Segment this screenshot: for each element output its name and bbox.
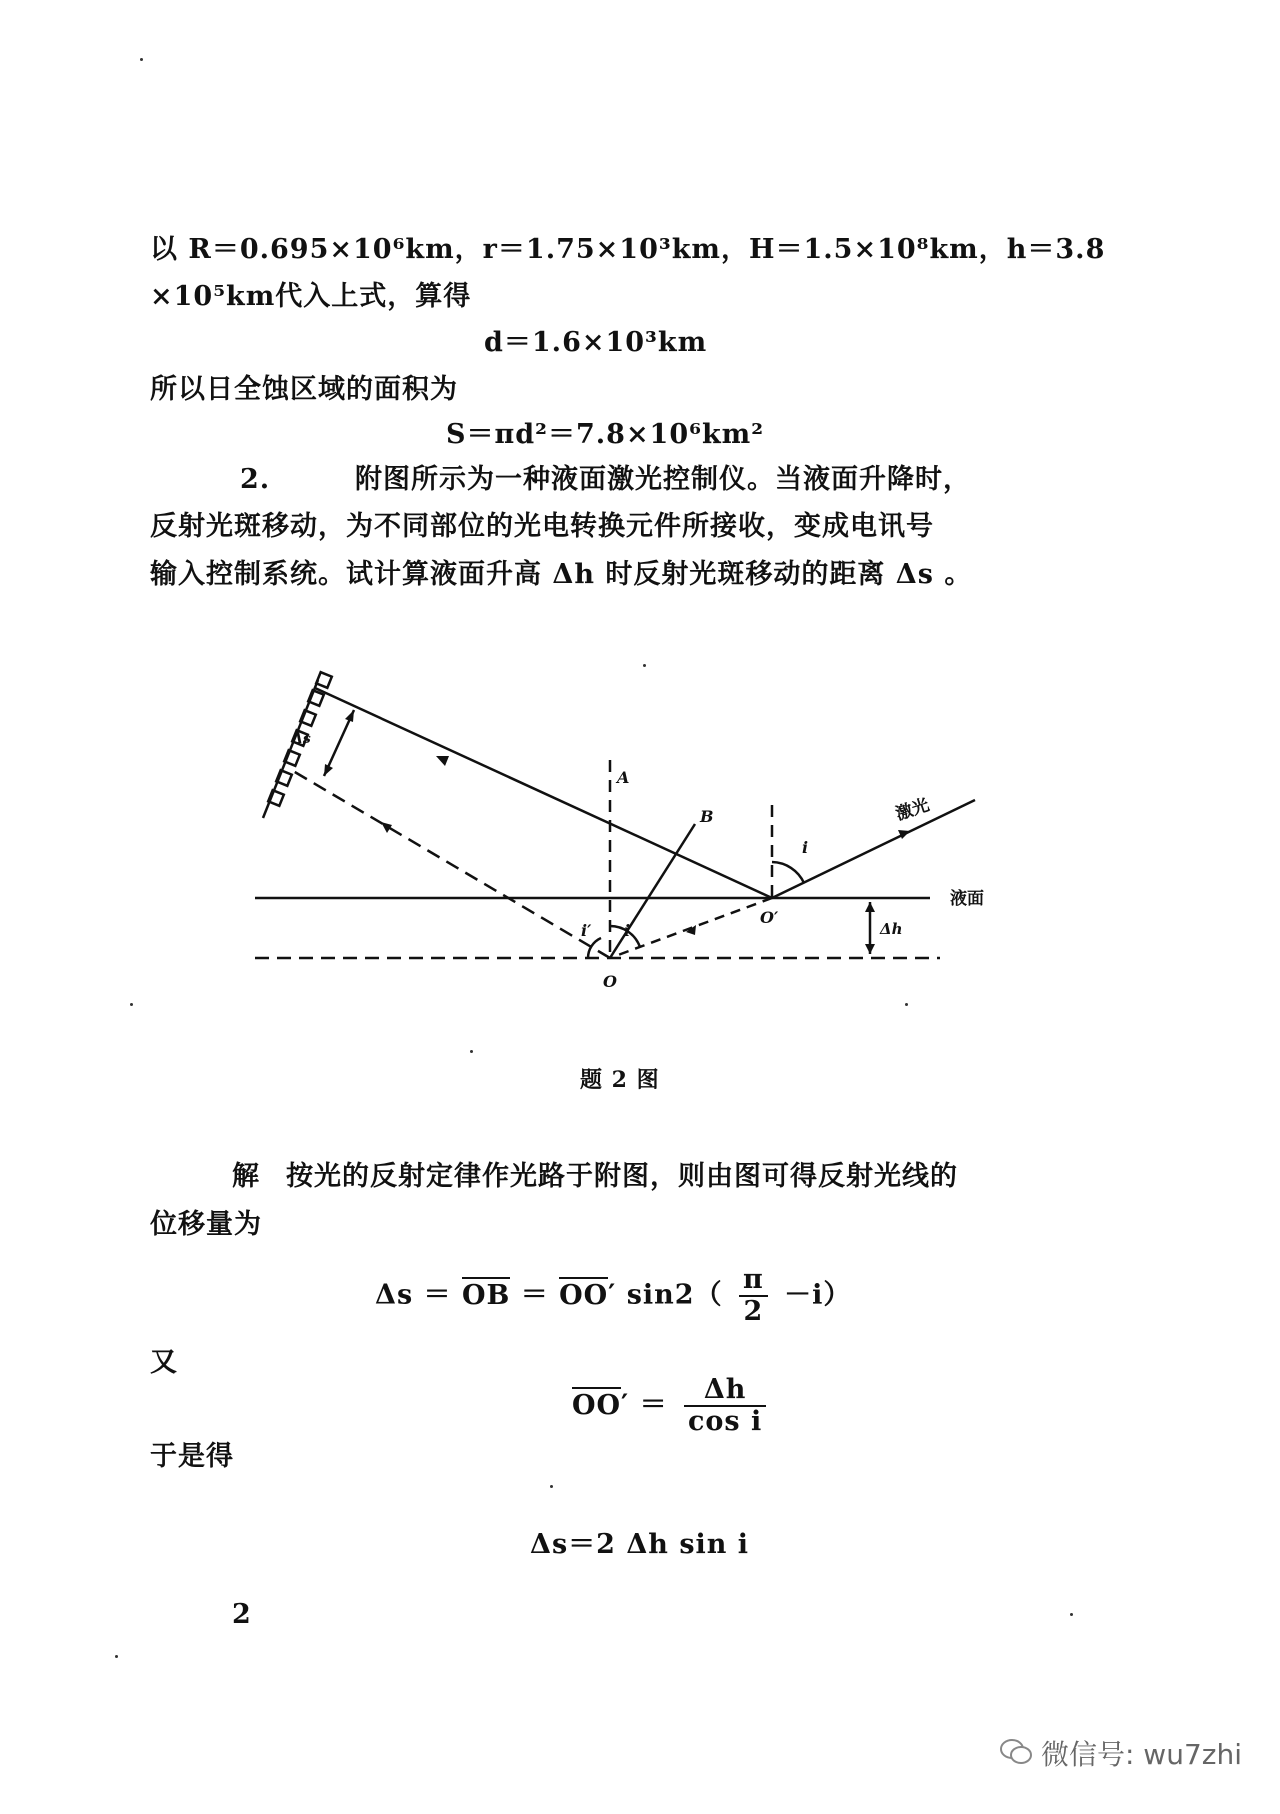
thus-word: 于是得 [150,1441,234,1472]
equation-d: d＝1.6×10³km [484,327,708,358]
arrow-reflected-original [381,822,392,833]
scan-speck [115,1655,118,1658]
label-liquid-surface: 液面 [950,889,984,909]
eq2-numerator: Δh [684,1375,766,1407]
eq1-equals: ＝ [520,1279,549,1311]
laser-level-diagram [230,640,1050,1010]
watermark-text: 微信号: wu7zhi [1040,1737,1242,1771]
eq2-segment-OO: OO [572,1387,621,1421]
eq2-equals: ′ ＝ [621,1389,668,1421]
scan-speck [470,1050,473,1053]
scan-speck [550,1485,553,1488]
reflected-ray-original [288,768,610,958]
label-O-prime: O′ [760,908,779,927]
equation-OO-prime [572,1375,772,1437]
label-A: A [617,768,630,787]
scan-speck [140,58,143,61]
arrow-delta-s-top [345,710,354,722]
problem2-line-1: 附图所示为一种液面激光控制仪。当液面升降时， [355,464,971,495]
angle-arc-left-at-O [588,938,601,958]
equation-area: S＝πd²＝7.8×10⁶km² [446,419,765,450]
label-angle-i: i [802,838,809,857]
also-word: 又 [150,1347,178,1378]
solution-label: 解 [232,1161,260,1192]
arrow-reflected-raised [436,756,449,766]
problem1-line-2: ×10⁵km代入上式，算得 [150,281,472,312]
arrow-delta-h-top [865,902,875,912]
equation-delta-s-geometry [375,1265,851,1327]
solution-line-2: 位移量为 [150,1209,262,1240]
eq1-segment-OO: OO [559,1277,608,1311]
eq2-fraction [684,1375,766,1437]
watermark [999,1733,1242,1775]
label-B: B [700,807,714,826]
page-number: 2 [232,1599,252,1630]
eq1-lhs: Δs ＝ [375,1279,452,1311]
problem-2-number: 2. [240,464,271,495]
scan-speck [643,664,646,667]
problem1-line-1: 以 R＝0.695×10⁶km，r＝1.75×10³km，H＝1.5×10⁸km，h＝3.8 [150,234,1106,265]
problem2-line-2: 反射光斑移动，为不同部位的光电转换元件所接收，变成电讯号 [150,511,934,542]
equation-result: Δs＝2 Δh sin i [530,1529,750,1560]
scan-speck [130,1003,133,1006]
arrow-delta-h-bottom [865,944,875,954]
eq1-segment-OB: OB [462,1277,510,1311]
label-delta-h: Δh [880,920,903,938]
eq1-tail: －i） [784,1279,852,1311]
solution-line-1: 按光的反射定律作光路于附图，则由图可得反射光线的 [286,1161,958,1192]
eq1-denominator: 2 [743,1296,764,1327]
eq1-sin-part: ′ sin2（ [608,1279,723,1311]
eq1-fraction [739,1265,768,1327]
incident-ray-extension [610,898,772,958]
figure-caption: 题 2 图 [580,1067,660,1093]
label-O: O [603,972,617,991]
scan-speck [1070,1613,1073,1616]
eq2-denominator: cos i [687,1406,763,1437]
problem2-line-3: 输入控制系统。试计算液面升高 Δh 时反射光斑移动的距离 Δs 。 [150,559,973,590]
scan-speck [905,1003,908,1006]
reflected-ray-raised [315,688,772,898]
eq1-numerator: π [739,1265,768,1297]
arrow-delta-s-bottom [324,764,333,776]
label-angle-i-prime: i′ [581,921,592,940]
wechat-icon [999,1737,1033,1774]
problem1-line-3: 所以日全蚀区域的面积为 [150,374,458,405]
label-angle-i-at-O: i [624,921,631,940]
label-laser: 激光 [893,795,932,825]
angle-arc-i-at-O-prime [772,862,804,883]
label-delta-s: Δs [292,731,311,747]
